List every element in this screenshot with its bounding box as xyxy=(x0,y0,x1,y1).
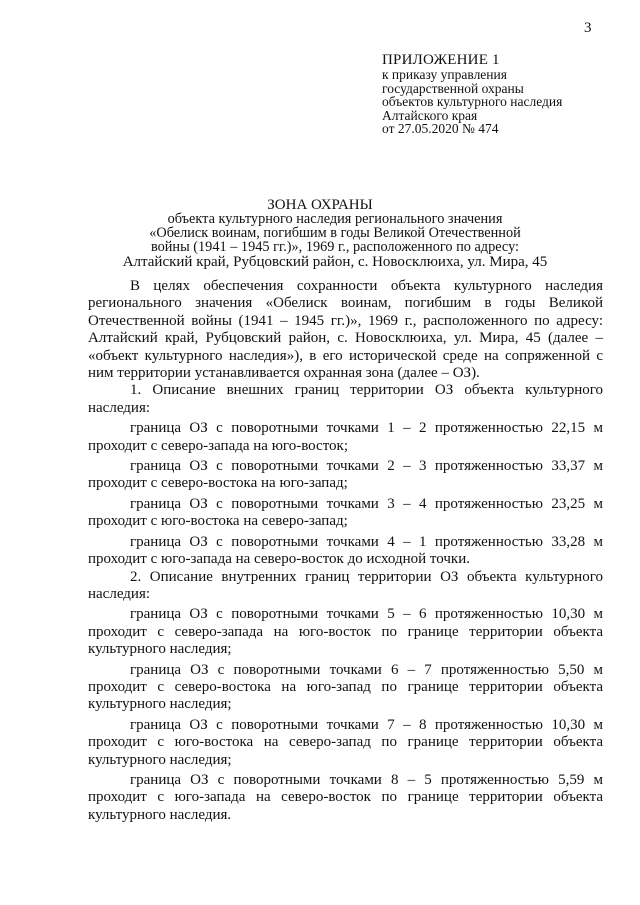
boundary-item: граница ОЗ с поворотными точками 7 – 8 протяженностью 10,30 м проходит с юго-востока на северо-запад по границе территории объекта культурного наследия; xyxy=(88,716,603,768)
document-title: ЗОНА ОХРАНЫ xyxy=(267,197,373,213)
appendix-line: к приказу управления xyxy=(382,67,507,82)
document-subtitle xyxy=(100,212,570,270)
appendix-line: объектов культурного наследия xyxy=(382,94,563,109)
boundary-item: граница ОЗ с поворотными точками 3 – 4 протяженностью 23,25 м проходит с юго-востока на северо-запад; xyxy=(88,495,603,530)
section-2-heading: 2. Описание внутренних границ территории ОЗ объекта культурного наследия: xyxy=(88,568,603,602)
subtitle-line: объекта культурного наследия регионального значения xyxy=(167,211,503,227)
boundary-item: граница ОЗ с поворотными точками 5 – 6 протяженностью 10,30 м проходит с северо-запада на юго-восток по границе территории объекта культурного наследия; xyxy=(88,606,603,658)
boundary-item: граница ОЗ с поворотными точками 8 – 5 протяженностью 5,59 м проходит с юго-запада на северо-восток по границе территории объекта культурного наследия. xyxy=(88,771,603,823)
page-number: 3 xyxy=(584,20,592,36)
intro-paragraph: В целях обеспечения сохранности объекта культурного наследия регионального значения «Обелиск воинам, погибшим в годы Великой Отечественной войны (1941 – 1945 гг.)», 1969 г., расположенного по адресу: Алтайский край, Рубцовский район, с. Новосклюиха, ул. Мира, 45 (далее – «объект культурного наследия»), в его исторической среде на сопряженной с ним территории устанавливается охранная зона (далее – ОЗ). xyxy=(88,278,603,382)
subtitle-line: Алтайский край, Рубцовский район, с. Новосклюиха, ул. Мира, 45 xyxy=(122,254,548,270)
boundary-item: граница ОЗ с поворотными точками 2 – 3 протяженностью 33,37 м проходит с северо-востока на юго-запад; xyxy=(88,458,603,492)
document-body xyxy=(88,278,603,824)
section-1-heading: 1. Описание внешних границ территории ОЗ объекта культурного наследия: xyxy=(88,382,603,416)
subtitle-line: войны (1941 – 1945 гг.)», 1969 г., расположенного по адресу: xyxy=(150,239,520,255)
subtitle-line: «Обелиск воинам, погибшим в годы Великой Отечественной xyxy=(149,225,521,241)
appendix-title: ПРИЛОЖЕНИЕ 1 xyxy=(382,52,500,68)
appendix-line: от 27.05.2020 № 474 xyxy=(382,121,499,136)
boundary-item: граница ОЗ с поворотными точками 4 – 1 протяженностью 33,28 м проходит с юго-запада на северо-восток до исходной точки. xyxy=(88,533,603,568)
appendix-line: государственной охраны xyxy=(382,80,524,96)
boundary-item: граница ОЗ с поворотными точками 6 – 7 протяженностью 5,50 м проходит с северо-востока на юго-запад по границе территории объекта культурного наследия; xyxy=(88,661,603,713)
boundary-item: граница ОЗ с поворотными точками 1 – 2 протяженностью 22,15 м проходит с северо-запада на юго-восток; xyxy=(88,420,603,454)
appendix-line: Алтайского края xyxy=(382,107,478,123)
appendix-header xyxy=(382,53,632,136)
